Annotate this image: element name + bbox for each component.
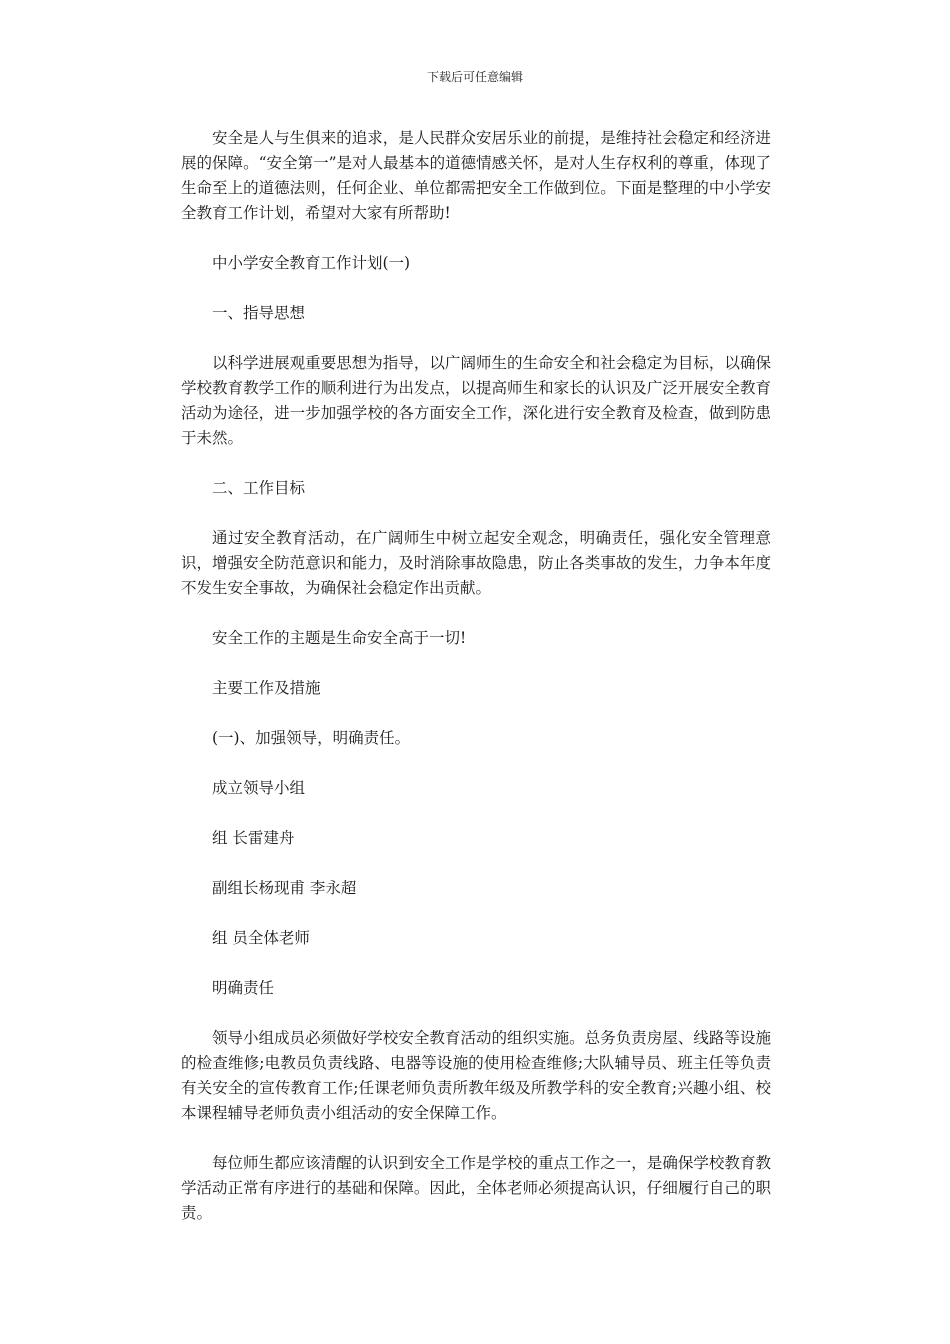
- section-heading-guiding-thought: 一、指导思想: [212, 304, 306, 322]
- group-members-line: 组 员全体老师: [212, 929, 310, 947]
- main-measures-heading: 主要工作及措施: [212, 679, 321, 697]
- section-heading-work-goals: 二、工作目标: [212, 479, 306, 497]
- deputy-leader-line: 副组长杨现甫 李永超: [212, 879, 357, 897]
- closing-paragraph: 每位师生都应该清醒的认识到安全工作是学校的重点工作之一，是确保学校教育教学活动正常有序进行的基础和保障。因此，全体老师必须提高认识，仔细履行自己的职责。: [181, 1154, 771, 1222]
- leadership-group-heading: 成立领导小组: [212, 779, 306, 797]
- document-body: [181, 126, 771, 1251]
- safety-theme: 安全工作的主题是生命安全高于一切!: [212, 629, 467, 647]
- group-leader-line: 组 长雷建舟: [212, 829, 295, 847]
- intro-paragraph: 安全是人与生俱来的追求，是人民群众安居乐业的前提，是维持社会稳定和经济进展的保障。“安全第一”是对人最基本的道德情感关怀，是对人生存权利的尊重，体现了生命至上的道德法则，任何企业、单位都需把安全工作做到位。下面是整理的中小学安全教育工作计划，希望对大家有所帮助!: [181, 129, 771, 222]
- plan-title: 中小学安全教育工作计划(一): [212, 254, 411, 272]
- subsection-heading-leadership: (一)、加强领导，明确责任。: [212, 729, 411, 747]
- responsibilities-heading: 明确责任: [212, 979, 275, 997]
- responsibilities-paragraph: 领导小组成员必须做好学校安全教育活动的组织实施。总务负责房屋、线路等设施的检查维修;电教员负责线路、电器等设施的使用检查维修;大队辅导员、班主任等负责有关安全的宣传教育工作;任课老师负责所教年级及所教学科的安全教育;兴趣小组、校本课程辅导老师负责小组活动的安全保障工作。: [181, 1029, 771, 1122]
- guiding-thought-paragraph: 以科学进展观重要思想为指导，以广阔师生的生命安全和社会稳定为目标，以确保学校教育教学工作的顺利进行为出发点，以提高师生和家长的认识及广泛开展安全教育活动为途径，进一步加强学校的各方面安全工作，深化进行安全教育及检查，做到防患于未然。: [181, 354, 771, 447]
- header-note: 下载后可任意编辑: [426, 70, 523, 84]
- work-goals-paragraph: 通过安全教育活动，在广阔师生中树立起安全观念，明确责任，强化安全管理意识，增强安全防范意识和能力，及时消除事故隐患，防止各类事故的发生，力争本年度不发生安全事故，为确保社会稳定作出贡献。: [181, 529, 771, 597]
